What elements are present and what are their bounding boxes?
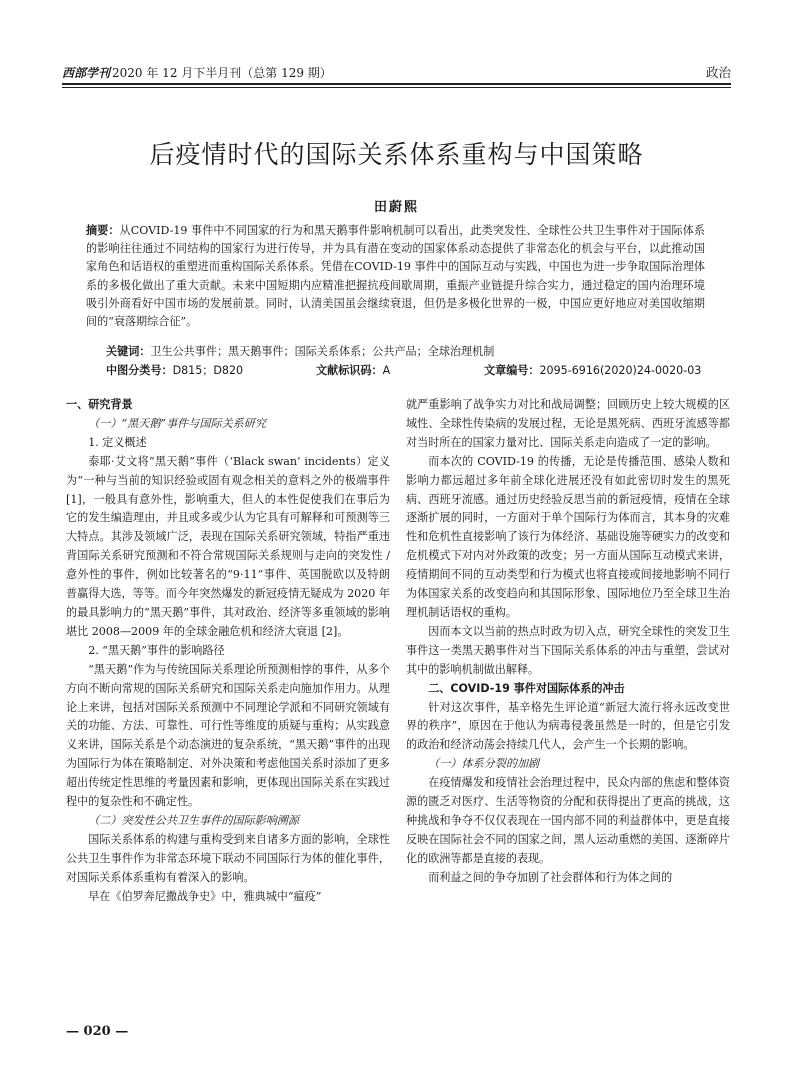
keywords [106, 343, 705, 359]
article-number [484, 362, 701, 378]
right-column [406, 396, 730, 888]
issue-info: 2020 年 12 月下半月刊（总第 129 期） [112, 65, 332, 80]
running-header [62, 62, 731, 82]
section-heading: 一、研究背景 [66, 398, 133, 411]
subsection-heading: （一）“黑天鹅”事件与国际关系研究 [88, 416, 266, 430]
body-paragraph: 针对这次事件，基辛格先生评论道“新冠大流行将永远改变世界的秩序”，原因在于他认为病毒侵袭虽然是一时的，但是它引发的政治和经济动荡会持续几代人，会产生一个长期的影响。 [406, 700, 730, 752]
article-identifiers [106, 362, 705, 378]
page-number: — 020 — [66, 1024, 129, 1039]
classification-label: 中图分类号： [106, 364, 173, 377]
article-no-value: 2095-6916(2020)24-0020-03 [539, 364, 702, 377]
classification-number [106, 362, 316, 378]
section-heading: 二、COVID-19 事件对国际体系的冲击 [428, 681, 625, 695]
body-paragraph: 而利益之间的争夺加剧了社会群体和行为体之间的 [428, 870, 673, 884]
body-paragraph: 就严重影响了战争实力对比和战局调整；回顾历史上较大规模的区域性、全球性传染病的发展过程，无论是黑死病、西班牙流感等都对当时所在的国家力量对比、国际关系走向造成了一定的影响。 [406, 398, 730, 449]
journal-logo: 西部学刊 [62, 65, 111, 80]
keywords-label: 关键词： [106, 345, 151, 358]
doc-code-value: A [382, 364, 391, 377]
body-paragraph: 在疫情爆发和疫情社会治理过程中，民众内部的焦虑和整体资源的匮乏对医疗、生活等物资的分配和获得提出了更高的挑战，这种挑战和争夺不仅仅表现在一国内部不同的利益群体中，更是直接反映在国际社会不同的国家之间，黑人运动重燃的美国、逐渐碎片化的欧洲等都是直接的表现。 [406, 776, 730, 865]
section-label: 政治 [705, 65, 731, 80]
classification-value: D815；D820 [172, 364, 244, 377]
subsection-heading: （二）突发性公共卫生事件的国际影响溯源 [88, 813, 299, 827]
abstract-label: 摘要： [86, 224, 120, 237]
subsubsection-heading: 1. 定义概述 [88, 435, 147, 449]
body-paragraph: 早在《伯罗奔尼撒战争史》中，雅典城中“瘟疫” [88, 889, 322, 903]
body-paragraph: “黑天鹅”作为与传统国际关系理论所预测相悖的事件，从多个方向不断向常规的国际关系研究和国际关系走向施加作用力。从理论上来讲，包括对国际关系预测中不同理论学派和不同研究领域有关的功能、方法、可靠性、可行性等维度的质疑与重构；从实践意义来讲，国际关系是个动态演进的复杂系统，“黑天鹅”事件的出现为国际行为体在策略制定、对外决策和考虑他国关系时添加了更多超出传统定性思维的考量因素和影响，更体现出国际关系在实践过程中的复杂性和不确定性。 [66, 662, 390, 809]
header-rule [62, 83, 731, 88]
doc-code-label: 文献标识码： [316, 364, 383, 377]
subsubsection-heading: 2. “黑天鹅”事件的影响路径 [88, 643, 225, 657]
body-paragraph: 因而本文以当前的热点时政为切入点，研究全球性的突发卫生事件这一类黑天鹅事件对当下国际关系体系的冲击与重塑，尝试对其中的影响机制做出解释。 [406, 624, 730, 676]
body-paragraph: 而本次的 COVID-19 的传播，无论是传播范围、感染人数和影响力都远超过多年前全球化进展还没有如此密切时发生的黑死病、西班牙流感。通过历史经验反思当前的新冠疫情，疫情在全球逐渐扩展的同时，一方面对于单个国际行为体而言，其本身的灾难性和危机性直接影响了该行为体经济、基础设施等硬实力的改变和危机模式下对内对外政策的改变；另一方面从国际互动模式来讲，疫情期间不同的互动类型和行为模式也将直接或间接地影响不同行为体国家关系的改变趋向和其国际形象、国际地位乃至全球卫生治理机制话语权的重构。 [406, 454, 730, 619]
author-name: 田蔚熙 [373, 200, 419, 215]
subsection-heading: （一）体系分裂的加剧 [428, 757, 540, 771]
article-title: 后疫情时代的国际关系体系重构与中国策略 [149, 140, 644, 169]
journal-issue [62, 64, 332, 81]
left-column [66, 396, 390, 906]
keywords-text: 卫生公共事件；黑天鹅事件；国际关系体系；公共产品；全球治理机制 [150, 345, 495, 358]
body-paragraph: 泰耶·艾文将“黑天鹅”事件（‘Black swan’ incidents）定义为“一种与当前的知识经验或固有观念相关的意料之外的极端事件 [1]，一般具有意外性，影响重大，但人的本性促使我们在事后为它的发生编造理由，并且或多或少认为它具有可解释和可预测等三大特点。其涉及领域广泛，表现在国际关系研究领域，特指严重违背国际关系研究预测和不符合常规国际关系规则与走向的突发性 / 意外性的事件，例如比较著名的“9·11”事件、英国脱欧以及特朗普赢得大选，等等。而今年突然爆发的新冠疫情无疑成为 2020 年的最具影响力的“黑天鹅”事件，其对政治、经济等多重领域的影响堪比 2008—2009 年的全球金融危机和经济大衰退 [2]。 [66, 454, 390, 638]
document-code [316, 362, 484, 378]
article-no-label: 文章编号： [484, 364, 540, 377]
abstract [86, 222, 705, 331]
body-paragraph: 国际关系体系的构建与重构受到来自诸多方面的影响，全球性公共卫生事件作为非常态环境下联动不同国际行为体的催化事件，对国际关系体系重构有着深入的影响。 [66, 832, 390, 884]
abstract-text: 从COVID-19 事件中不同国家的行为和黑天鹅事件影响机制可以看出，此类突发性、全球性公共卫生事件对于国际体系的影响往往通过不同结构的国家行为进行传导，并为具有潜在变动的国家体系动态提供了非常态化的机会与平台，以此推动国家角色和话语权的重塑进而重构国际关系体系。凭借在COVID-19 事件中的国际互动与实践，中国也为进一步争取国际治理体系的多极化做出了重大贡献。未来中国短期内应精准把握抗疫间歇周期，重振产业链提升综合实力，通过稳定的国内治理环境吸引外商看好中国市场的发展前景。同时，认清美国虽会继续衰退，但仍是多极化世界的一极，中国应更好地应对美国收缩期间的“衰落期综合征”。 [86, 224, 705, 329]
